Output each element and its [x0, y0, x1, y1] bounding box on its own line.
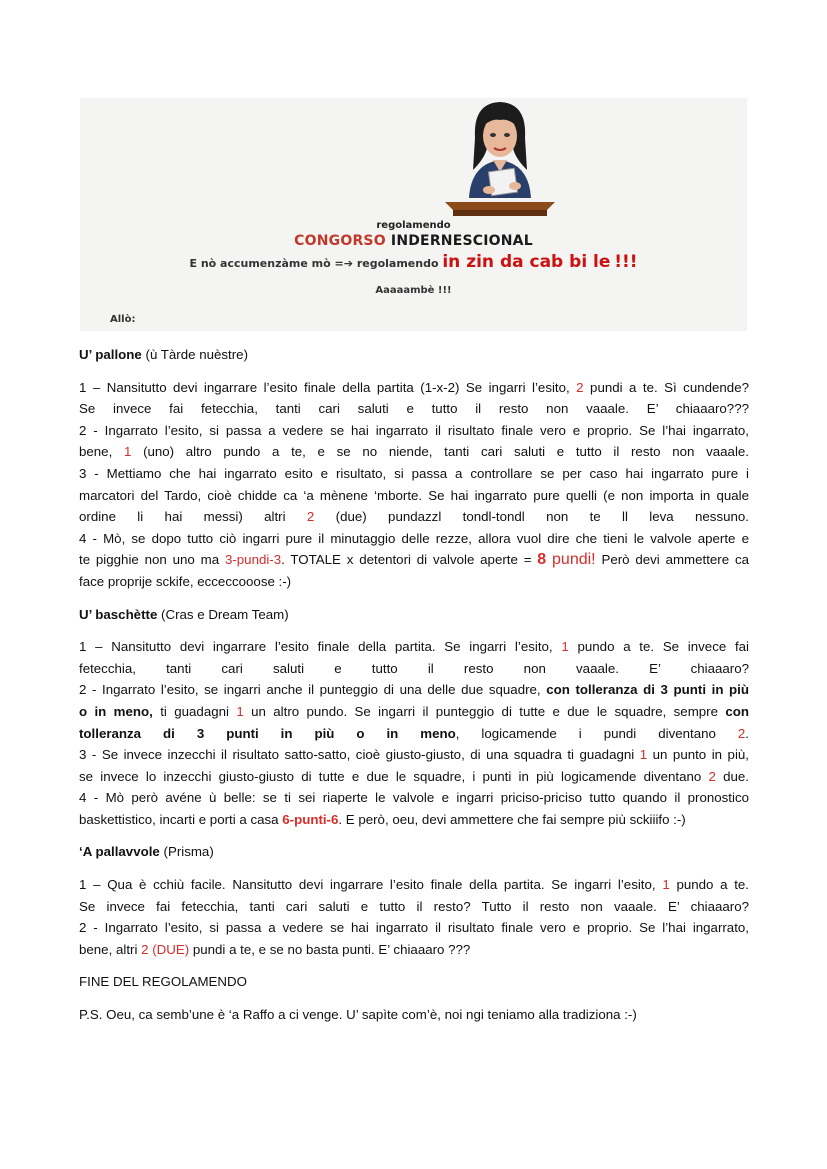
fine-heading: FINE DEL REGOLAMENDO: [79, 974, 247, 990]
section-body-pallavvole: 1 – Qua è cchiù facile. Nansitutto devi ingarrare l’esito finale della partita. Se ingarri l’esito, 1 pundo a te. Se invece fai fetecchia, tanti cari saluti e tutto il resto? Tutto il resto non vaaale. E’ chiaaaro? 2 - Ingarrato l’esito, si passa a vedere se hai ingarrato il risultato finale vero e proprio. Se l’hai ingarrato, bene, altri 2 (DUE) pundi a te, e se no basta punti. E’ chiaaaro ???: [79, 877, 750, 957]
banner-line-mid: regolamendo: [356, 257, 439, 270]
banner-line-bang: !!!: [614, 252, 638, 272]
postscript: P.S. Oeu, ca semb’une è ‘a Raffo a ci venge. U’ sapìte com’è, noi ngi teniamo alla tradiziona :-): [79, 1007, 637, 1023]
banner-title-red: CONGORSO: [294, 233, 386, 249]
section-body-pallone: 1 – Nansitutto devi ingarrare l’esito finale della partita (1-x-2) Se ingarri l’esito, 2 pundi a te. Sì cundende? Se invece fai fetecchia, tanti cari saluti e tutto il resto non vaaale. E’ chiaaaro??? 2 - Ingarrato l’esito, si passa a vedere se hai ingarrato il risultato finale vero e proprio. Se l’hai ingarrato, bene, 1 (uno) altro pundo a te, e se no niende, tanti cari saluti e tutto il resto non vaaale. 3 - Mettiamo che hai ingarrato esito e risultato, si passa a controllare se per caso hai ingarrato pure i marcatori del Tardo, cioè chidde ca ‘a mènene ‘mborte. Se hai ingarrato pure quelli (e non importa in quale ordine li hai messi) altri 2 (due) pundazzl tondl-tondl non te ll leva nessuno. 4 - Mò, se dopo tutto ciò ingarri pure il minutaggio delle rezze, allora vuol dire che tieni le valvole aperte e te pigghie non uno ma 3-pundi-3. TOTALE x detentori di valvole aperte = 8 pundi! Però devi ammettere ca face proprije sckife, ecceccooose :-): [79, 379, 749, 589]
header-banner: [80, 98, 747, 331]
banner-title: [80, 233, 747, 249]
woman-at-desk-illustration: [435, 98, 565, 220]
banner-line: [80, 252, 747, 272]
banner-line-red: in zin da cab bi le: [442, 252, 611, 272]
banner-subtitle: regolamendo: [376, 220, 451, 231]
section-title-baschette: U’ baschètte (Cras e Dream Team): [79, 606, 289, 622]
section-title-pallavvole: ‘A pallavvole (Prisma): [79, 844, 214, 860]
banner-title-black: INDERNESCIONAL: [390, 233, 533, 249]
section-body-baschette: 1 – Nansitutto devi ingarrare l’esito finale della partita. Se ingarri l’esito, 1 pundo a te. Se invece fai fetecchia, tanti cari saluti e tutto il resto non vaaale. E’ chiaaaro? 2 - Ingarrato l’esito, se ingarri anche il punteggio di una delle due squadre, con tolleranza di 3 punti in più o in meno, ti guadagni 1 un altro pundo. Se ingarri il punteggio di tutte e due le squadre, sempre con tolleranza di 3 punti in più o in meno, logicamende i pundi diventano 2. 3 - Se invece inzecchi il risultato satto-satto, cioè giusto-giusto, di una squadra ti guadagni 1 un punto in più, se invece lo inzecchi giusto-giusto di tutte e due le squadre, i punti in più logicamende diventano 2 due. 4 - Mò però avéne ù belle: se ti sei riaperte le valvole e ingarri priciso-priciso tutto quando il pronostico baskettistico, incarti e porti a casa 6-punti-6. E però, oeu, devi ammettere che fai sempre più sckiiifo :-): [79, 639, 750, 827]
section-title-pallone: U’ pallone (ù Tàrde nuèstre): [79, 347, 249, 362]
document-body: [79, 344, 749, 1037]
banner-allo: Allò:: [110, 314, 136, 325]
banner-line-left: E nò accumenzàme mò: [189, 257, 331, 270]
arrow-icon: =➔: [334, 257, 353, 270]
banner-cry: Aaaaambè !!!: [375, 285, 452, 296]
